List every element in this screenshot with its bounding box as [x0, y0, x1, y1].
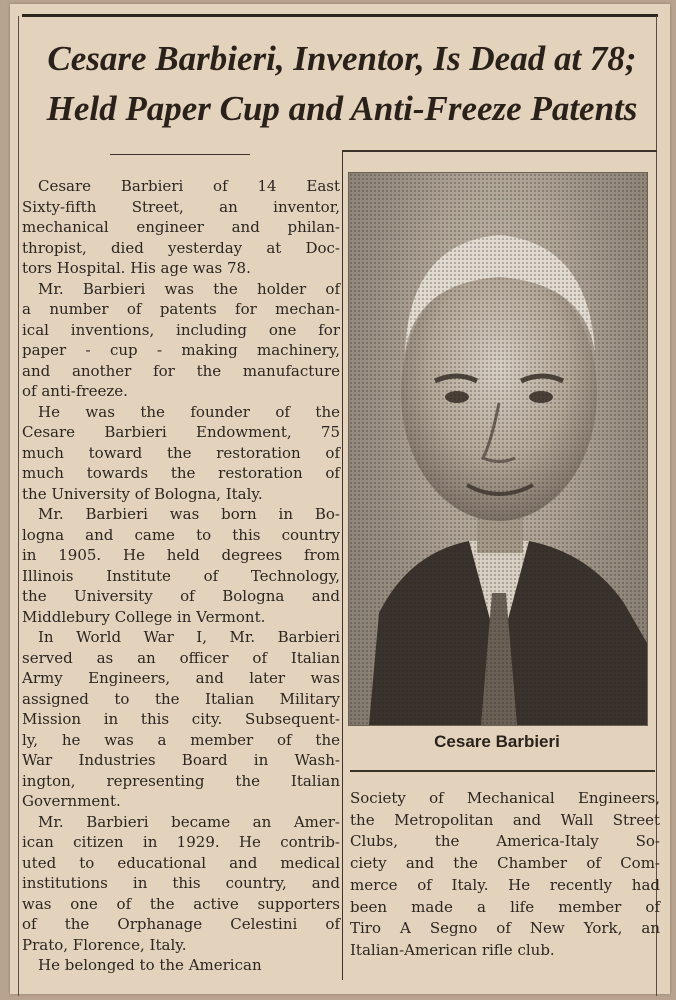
article-line: Clubs, the America-Italy So- — [350, 832, 660, 851]
article-line: Middlebury College in Vermont. — [22, 607, 266, 626]
article-line: Army Engineers, and later was — [22, 669, 340, 687]
headline-rule-right — [342, 150, 657, 152]
article-line: was one of the active supporters — [22, 894, 340, 913]
article-line: the University of Bologna, Italy. — [22, 484, 263, 503]
article-line: Cesare Barbieri of 14 East — [38, 177, 340, 195]
article-line: and another for the manufacture — [22, 361, 340, 380]
article-paragraph — [22, 279, 340, 402]
article-line: Society of Mechanical Engineers, — [350, 789, 660, 807]
article-line: merce of Italy. He recently had — [350, 875, 660, 894]
article-line: Mr. Barbieri was born in Bo- — [38, 505, 340, 523]
article-line: Prato, Florence, Italy. — [22, 935, 187, 954]
top-rule — [22, 14, 658, 17]
column-divider — [342, 150, 343, 980]
article-line: ly, he was a member of the — [22, 730, 340, 749]
article-line: much toward the restoration of — [22, 443, 340, 462]
article-line: of the Orphanage Celestini of — [22, 915, 340, 933]
article-line: He was the founder of the — [38, 402, 340, 421]
article-line: He belonged to the American — [38, 956, 262, 974]
article-line: much towards the restoration of — [22, 464, 340, 482]
article-line: Italian-American rifle club. — [350, 940, 555, 959]
article-line: uted to educational and medical — [22, 853, 340, 872]
article-left-column — [22, 176, 340, 976]
article-paragraph — [22, 812, 340, 956]
article-right-column — [350, 788, 660, 962]
article-paragraph — [22, 176, 340, 279]
article-line: ciety and the Chamber of Com- — [350, 854, 660, 873]
article-paragraph — [22, 627, 340, 812]
article-line: the University of Bologna and — [22, 587, 340, 605]
article-line: War Industries Board in Wash- — [22, 751, 340, 769]
article-line: logna and came to this country — [22, 525, 340, 544]
halftone-overlay — [349, 173, 647, 725]
caption-rule — [350, 770, 655, 772]
article-line: Tiro A Segno of New York, an — [350, 919, 660, 938]
article-line: assigned to the Italian Military — [22, 689, 340, 708]
headline — [22, 34, 662, 134]
article-paragraph — [22, 955, 340, 976]
article-line: thropist, died yesterday at Doc- — [22, 238, 340, 257]
article-line: the Metropolitan and Wall Street — [350, 810, 660, 829]
article-line: Mr. Barbieri was the holder of — [38, 279, 340, 298]
left-frame-line — [18, 16, 19, 996]
headline-rule-left — [110, 154, 250, 155]
article-line: been made a life member of — [350, 897, 660, 916]
article-paragraph — [22, 504, 340, 627]
article-line: Cesare Barbieri Endowment, 75 — [22, 423, 340, 441]
article-line: In World War I, Mr. Barbieri — [38, 628, 340, 646]
article-line: ican citizen in 1929. He contrib- — [22, 833, 340, 851]
article-line: ington, representing the Italian — [22, 771, 340, 790]
article-paragraph — [22, 402, 340, 505]
headline-line-1: Cesare Barbieri, Inventor, Is Dead at 78; — [47, 39, 637, 78]
photo-caption: Cesare Barbieri — [434, 732, 560, 751]
article-line: institutions in this country, and — [22, 874, 340, 892]
article-line: in 1905. He held degrees from — [22, 546, 340, 564]
article-line: a number of patents for mechan- — [22, 300, 340, 318]
article-line: Sixty-fifth Street, an inventor, — [22, 197, 340, 216]
article-line: of anti-freeze. — [22, 382, 128, 400]
article-line: paper - cup - making machinery, — [22, 341, 340, 359]
headline-line-2: Held Paper Cup and Anti-Freeze Patents — [46, 89, 638, 128]
article-line: ical inventions, including one for — [22, 320, 340, 339]
article-line: Government. — [22, 792, 121, 810]
article-line: mechanical engineer and philan- — [22, 218, 340, 236]
article-line: Mission in this city. Subsequent- — [22, 710, 340, 728]
portrait-photo — [348, 172, 648, 726]
article-line: Mr. Barbieri became an Amer- — [38, 812, 340, 831]
article-line: served as an officer of Italian — [22, 648, 340, 667]
article-line: Illinois Institute of Technology, — [22, 566, 340, 585]
article-line: tors Hospital. His age was 78. — [22, 259, 251, 277]
